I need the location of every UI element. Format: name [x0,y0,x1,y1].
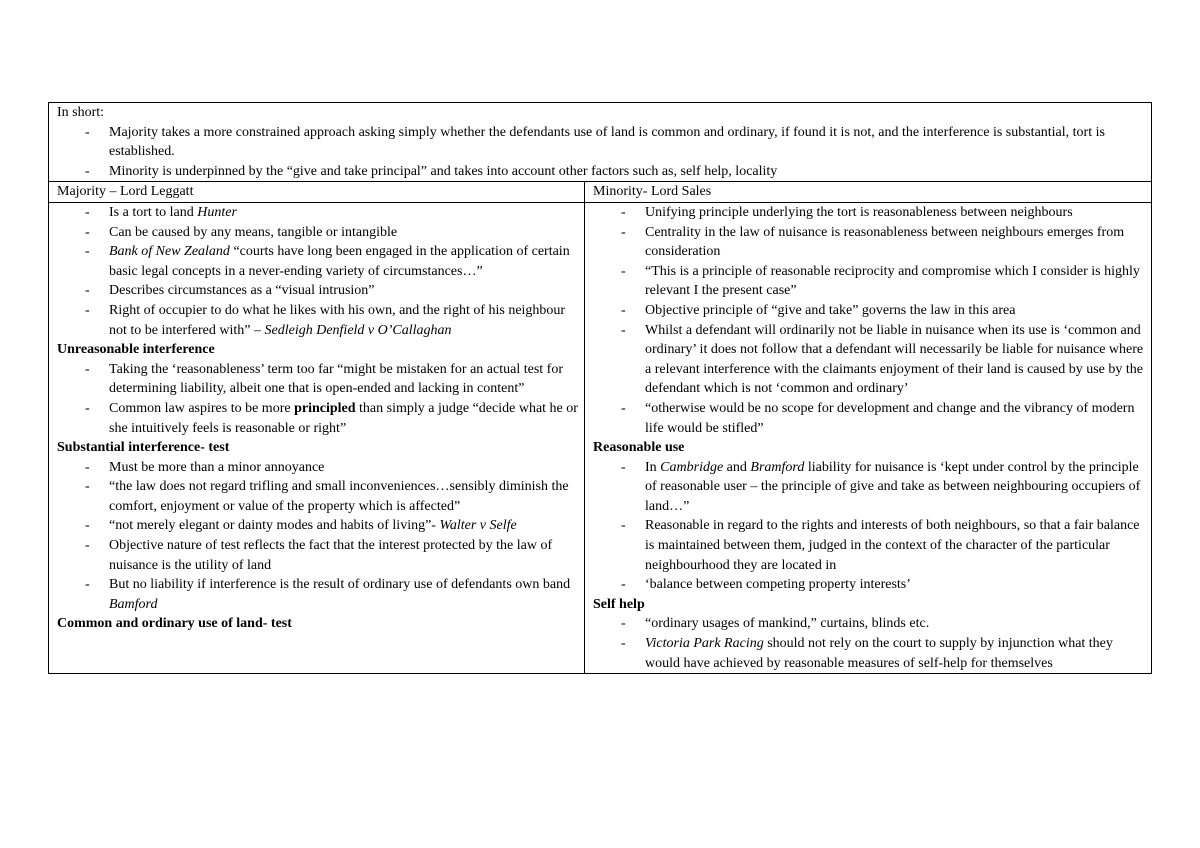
list-item: - “ordinary usages of mankind,” curtains, blinds etc. [593,614,1145,634]
section-heading: Unreasonable interference [57,342,215,358]
list-item: - Reasonable in regard to the rights and interests of both neighbours, so that a fair balance is maintained between them, judged in the context of the character of the particular neighbourhood they are located in [593,516,1145,575]
list-item: - Victoria Park Racing should not rely on the court to supply by injunction what they would have achieved by reasonable measures of self-help for themselves [593,634,1145,673]
list-item: - ‘balance between competing property interests’ [593,575,1145,595]
summary-table [48,102,1152,674]
intro-heading: In short: [57,105,105,120]
list-item: - Centrality in the law of nuisance is reasonableness between neighbours emerges from consideration [593,223,1145,262]
list-item: - “not merely elegant or dainty modes and habits of living”- Walter v Selfe [57,516,578,536]
section-heading: Self help [593,596,645,612]
case-name: Walter v Selfe [439,518,517,534]
minority-list-3 [593,614,1145,673]
minority-list-2 [593,458,1145,595]
list-item: - Whilst a defendant will ordinarily not be liable in nuisance when its use is ‘common and ordinary’ it does not follow that a defendant will necessarily be liable for nuisance where a relevant interference with the claimants enjoyment of their land is caused by use by the defendant which is not ‘common and ordinary’ [593,321,1145,399]
list-item: - Can be caused by any means, tangible or intangible [57,223,578,243]
section-heading: Common and ordinary use of land- test [57,616,292,632]
minority-list-1 [593,203,1145,438]
case-name: Victoria Park Racing [645,636,764,652]
list-item: - Common law aspires to be more principled than simply a judge “decide what he or she intuitively feels is reasonable or right” [57,399,578,438]
right-column-header: Minority- Lord Sales [585,182,1152,203]
majority-cell [49,202,585,673]
list-item: - Right of occupier to do what he likes with his own, and the right of his neighbour not to be interfered with” – Sedleigh Denfield v O’Callaghan [57,301,578,340]
list-item: - Majority takes a more constrained approach asking simply whether the defendants use of land is common and ordinary, if found it is not, and the interference is substantial, tort is established. [57,123,1145,162]
case-name: Cambridge [660,459,724,475]
list-item: - “the law does not regard trifling and small inconveniences…sensibly diminish the comfort, enjoyment or value of the property which is affected” [57,477,578,516]
case-name: Sedleigh Denfield v O’Callaghan [264,322,452,338]
intro-list [57,123,1145,182]
majority-list-2 [57,360,578,438]
list-item: - Bank of New Zealand “courts have long been engaged in the application of certain basic legal concepts in a never-ending variety of circumstances…” [57,242,578,281]
list-item: - Taking the ‘reasonableness’ term too far “might be mistaken for an actual test for determining liability, albeit one that is open-ended and lacking in content” [57,360,578,399]
list-item: - “otherwise would be no scope for development and change and the vibrancy of modern life would be stifled” [593,399,1145,438]
section-heading: Reasonable use [593,440,685,456]
column-header-row [49,182,1152,203]
list-item: - In Cambridge and Bramford liability for nuisance is ‘kept under control by the principle of reasonable user – the principle of give and take as between neighbouring occupiers of land…” [593,458,1145,517]
case-name: Bank of New Zealand [109,244,230,260]
intro-row [49,103,1152,182]
list-item: - Minority is underpinned by the “give and take principal” and takes into account other factors such as, self help, locality [57,162,1145,182]
case-name: Hunter [197,204,237,220]
case-name: Bramford [750,459,805,475]
list-item: - But no liability if interference is the result of ordinary use of defendants own band Bamford [57,575,578,614]
case-name: Bamford [109,596,158,612]
list-item: - Is a tort to land Hunter [57,203,578,223]
list-item: - Objective principle of “give and take” governs the law in this area [593,301,1145,321]
left-column-header: Majority – Lord Leggatt [49,182,585,203]
list-item: - Describes circumstances as a “visual intrusion” [57,281,578,301]
majority-list-3 [57,458,578,615]
list-item: - Objective nature of test reflects the fact that the interest protected by the law of nuisance is the utility of land [57,536,578,575]
majority-list-1 [57,203,578,340]
intro-cell [49,103,1152,182]
content-row [49,202,1152,673]
list-item: - “This is a principle of reasonable reciprocity and compromise which I consider is highly relevant I the present case” [593,262,1145,301]
section-heading: Substantial interference- test [57,440,230,456]
list-item: - Unifying principle underlying the tort is reasonableness between neighbours [593,203,1145,223]
list-item: - Must be more than a minor annoyance [57,458,578,478]
minority-cell [585,202,1152,673]
